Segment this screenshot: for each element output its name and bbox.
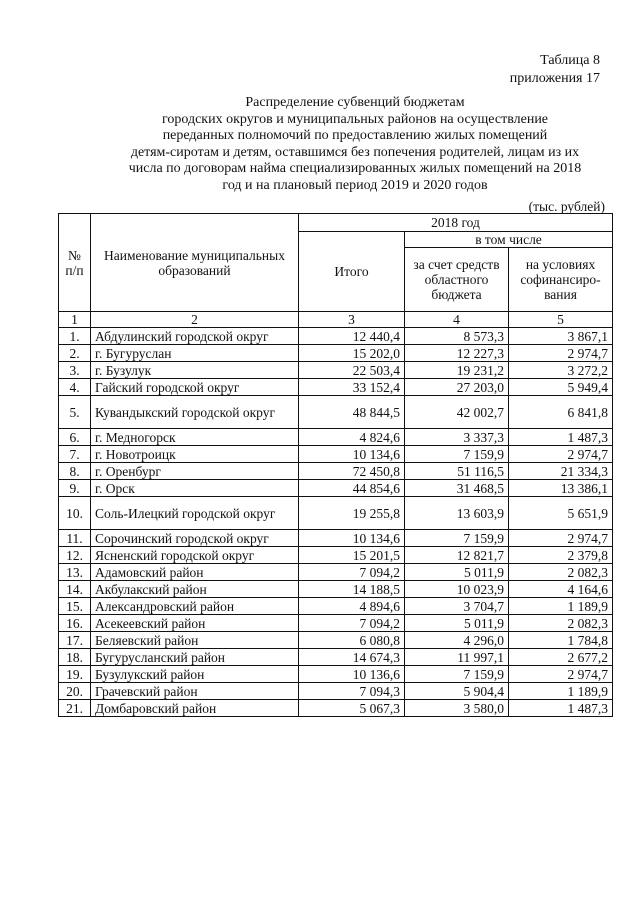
cofinance-amount: 2 974,7 [509, 446, 613, 463]
regional-budget-amount: 3 337,3 [405, 429, 509, 446]
table-row [59, 497, 613, 530]
regional-budget-amount: 13 603,9 [405, 497, 509, 530]
column-numbers-row [59, 312, 613, 328]
municipality-name: Беляевский район [91, 632, 299, 649]
total-amount: 7 094,3 [299, 683, 405, 700]
row-number: 4. [59, 379, 91, 396]
regional-budget-amount: 10 023,9 [405, 581, 509, 598]
table-row [59, 683, 613, 700]
regional-budget-amount: 7 159,9 [405, 530, 509, 547]
table-row [59, 547, 613, 564]
table-row [59, 345, 613, 362]
total-amount: 10 134,6 [299, 530, 405, 547]
municipality-name: Абдулинский городской округ [91, 328, 299, 345]
table-row [59, 480, 613, 497]
row-number: 12. [59, 547, 91, 564]
cofinance-amount: 1 784,8 [509, 632, 613, 649]
header-name: Наименование муниципальных образований [91, 214, 299, 312]
table-row [59, 328, 613, 345]
regional-budget-amount: 3 580,0 [405, 700, 509, 717]
row-number: 20. [59, 683, 91, 700]
total-amount: 19 255,8 [299, 497, 405, 530]
total-amount: 4 824,6 [299, 429, 405, 446]
row-number: 16. [59, 615, 91, 632]
cofinance-amount: 6 841,8 [509, 396, 613, 429]
title-line: детям-сиротам и детям, оставшимся без попечения родителей, лицам из их [130, 144, 580, 160]
cofinance-amount: 2 974,7 [509, 530, 613, 547]
table-body [59, 328, 613, 717]
total-amount: 7 094,2 [299, 615, 405, 632]
appendix-number: приложения 17 [509, 71, 600, 86]
table-row [59, 581, 613, 598]
municipality-name: г. Бузулук [91, 362, 299, 379]
column-number: 4 [405, 312, 509, 328]
table-row [59, 396, 613, 429]
row-number: 5. [59, 396, 91, 429]
document-title [90, 95, 620, 194]
row-number: 8. [59, 463, 91, 480]
municipality-name: Асекеевский район [91, 615, 299, 632]
row-number: 21. [59, 700, 91, 717]
table-row [59, 530, 613, 547]
total-amount: 4 894,6 [299, 598, 405, 615]
regional-budget-amount: 4 296,0 [405, 632, 509, 649]
table-row [59, 700, 613, 717]
cofinance-amount: 2 677,2 [509, 649, 613, 666]
total-amount: 22 503,4 [299, 362, 405, 379]
regional-budget-amount: 31 468,5 [405, 480, 509, 497]
cofinance-amount: 1 487,3 [509, 700, 613, 717]
cofinance-amount: 2 082,3 [509, 564, 613, 581]
regional-budget-amount: 51 116,5 [405, 463, 509, 480]
municipality-name: г. Оренбург [91, 463, 299, 480]
subsidy-table [58, 213, 613, 717]
cofinance-amount: 3 272,2 [509, 362, 613, 379]
cofinance-amount: 5 949,4 [509, 379, 613, 396]
total-amount: 72 450,8 [299, 463, 405, 480]
total-amount: 7 094,2 [299, 564, 405, 581]
row-number: 11. [59, 530, 91, 547]
municipality-name: Грачевский район [91, 683, 299, 700]
regional-budget-amount: 3 704,7 [405, 598, 509, 615]
row-number: 19. [59, 666, 91, 683]
table-row [59, 362, 613, 379]
municipality-name: Адамовский район [91, 564, 299, 581]
title-line: городских округов и муниципальных районов на осуществление [161, 111, 549, 127]
cofinance-amount: 1 189,9 [509, 683, 613, 700]
municipality-name: Бузулукский район [91, 666, 299, 683]
regional-budget-amount: 12 227,3 [405, 345, 509, 362]
table-row [59, 564, 613, 581]
regional-budget-amount: 7 159,9 [405, 446, 509, 463]
municipality-name: Акбулакский район [91, 581, 299, 598]
total-amount: 10 136,6 [299, 666, 405, 683]
cofinance-amount: 1 487,3 [509, 429, 613, 446]
total-amount: 15 202,0 [299, 345, 405, 362]
municipality-name: г. Новотроицк [91, 446, 299, 463]
units-label: (тыс. рублей) [528, 199, 605, 214]
municipality-name: Александровский район [91, 598, 299, 615]
total-amount: 44 854,6 [299, 480, 405, 497]
table-header [59, 214, 613, 328]
regional-budget-amount: 5 011,9 [405, 615, 509, 632]
cofinance-amount: 21 334,3 [509, 463, 613, 480]
table-row [59, 615, 613, 632]
table-row [59, 598, 613, 615]
total-amount: 12 440,4 [299, 328, 405, 345]
header-cofinance: на условиях софинансиро-вания [509, 248, 613, 312]
row-number: 10. [59, 497, 91, 530]
municipality-name: Соль-Илецкий городской округ [91, 497, 299, 530]
regional-budget-amount: 5 011,9 [405, 564, 509, 581]
column-number: 5 [509, 312, 613, 328]
header-regional: за счет средств областного бюджета [405, 248, 509, 312]
table-row [59, 463, 613, 480]
regional-budget-amount: 11 997,1 [405, 649, 509, 666]
row-number: 14. [59, 581, 91, 598]
municipality-name: Сорочинский городской округ [91, 530, 299, 547]
row-number: 17. [59, 632, 91, 649]
row-number: 18. [59, 649, 91, 666]
total-amount: 6 080,8 [299, 632, 405, 649]
table-row [59, 429, 613, 446]
header-year: 2018 год [299, 214, 613, 232]
regional-budget-amount: 8 573,3 [405, 328, 509, 345]
header-including: в том числе [405, 232, 613, 248]
title-line: год и на плановый период 2019 и 2020 годов [222, 177, 488, 193]
cofinance-amount: 4 164,6 [509, 581, 613, 598]
cofinance-amount: 1 189,9 [509, 598, 613, 615]
cofinance-amount: 5 651,9 [509, 497, 613, 530]
row-number: 13. [59, 564, 91, 581]
table-reference [510, 52, 600, 88]
header-total: Итого [299, 232, 405, 312]
cofinance-amount: 2 082,3 [509, 615, 613, 632]
regional-budget-amount: 27 203,0 [405, 379, 509, 396]
row-number: 15. [59, 598, 91, 615]
municipality-name: Кувандыкский городской округ [91, 396, 299, 429]
cofinance-amount: 3 867,1 [509, 328, 613, 345]
municipality-name: Ясненский городской округ [91, 547, 299, 564]
regional-budget-amount: 5 904,4 [405, 683, 509, 700]
regional-budget-amount: 12 821,7 [405, 547, 509, 564]
title-line: числа по договорам найма специализированных жилых помещений на 2018 [128, 161, 582, 176]
total-amount: 14 674,3 [299, 649, 405, 666]
cofinance-amount: 2 974,7 [509, 345, 613, 362]
header-number: № п/п [59, 214, 91, 312]
total-amount: 48 844,5 [299, 396, 405, 429]
table-row [59, 379, 613, 396]
column-number: 3 [299, 312, 405, 328]
row-number: 9. [59, 480, 91, 497]
municipality-name: Домбаровский район [91, 700, 299, 717]
row-number: 7. [59, 446, 91, 463]
table-row [59, 632, 613, 649]
title-line: Распределение субвенций бюджетам [245, 95, 465, 110]
regional-budget-amount: 19 231,2 [405, 362, 509, 379]
row-number: 3. [59, 362, 91, 379]
table-row [59, 666, 613, 683]
cofinance-amount: 13 386,1 [509, 480, 613, 497]
municipality-name: г. Бугуруслан [91, 345, 299, 362]
regional-budget-amount: 7 159,9 [405, 666, 509, 683]
municipality-name: Гайский городской округ [91, 379, 299, 396]
municipality-name: г. Медногорск [91, 429, 299, 446]
row-number: 2. [59, 345, 91, 362]
column-number: 1 [59, 312, 91, 328]
regional-budget-amount: 42 002,7 [405, 396, 509, 429]
table-number: Таблица 8 [540, 53, 600, 68]
total-amount: 33 152,4 [299, 379, 405, 396]
total-amount: 5 067,3 [299, 700, 405, 717]
row-number: 6. [59, 429, 91, 446]
total-amount: 15 201,5 [299, 547, 405, 564]
municipality-name: Бугурусланский район [91, 649, 299, 666]
row-number: 1. [59, 328, 91, 345]
total-amount: 10 134,6 [299, 446, 405, 463]
cofinance-amount: 2 974,7 [509, 666, 613, 683]
table-row [59, 446, 613, 463]
municipality-name: г. Орск [91, 480, 299, 497]
table-row [59, 649, 613, 666]
total-amount: 14 188,5 [299, 581, 405, 598]
title-line: переданных полномочий по предоставлению жилых помещений [162, 128, 548, 143]
cofinance-amount: 2 379,8 [509, 547, 613, 564]
column-number: 2 [91, 312, 299, 328]
